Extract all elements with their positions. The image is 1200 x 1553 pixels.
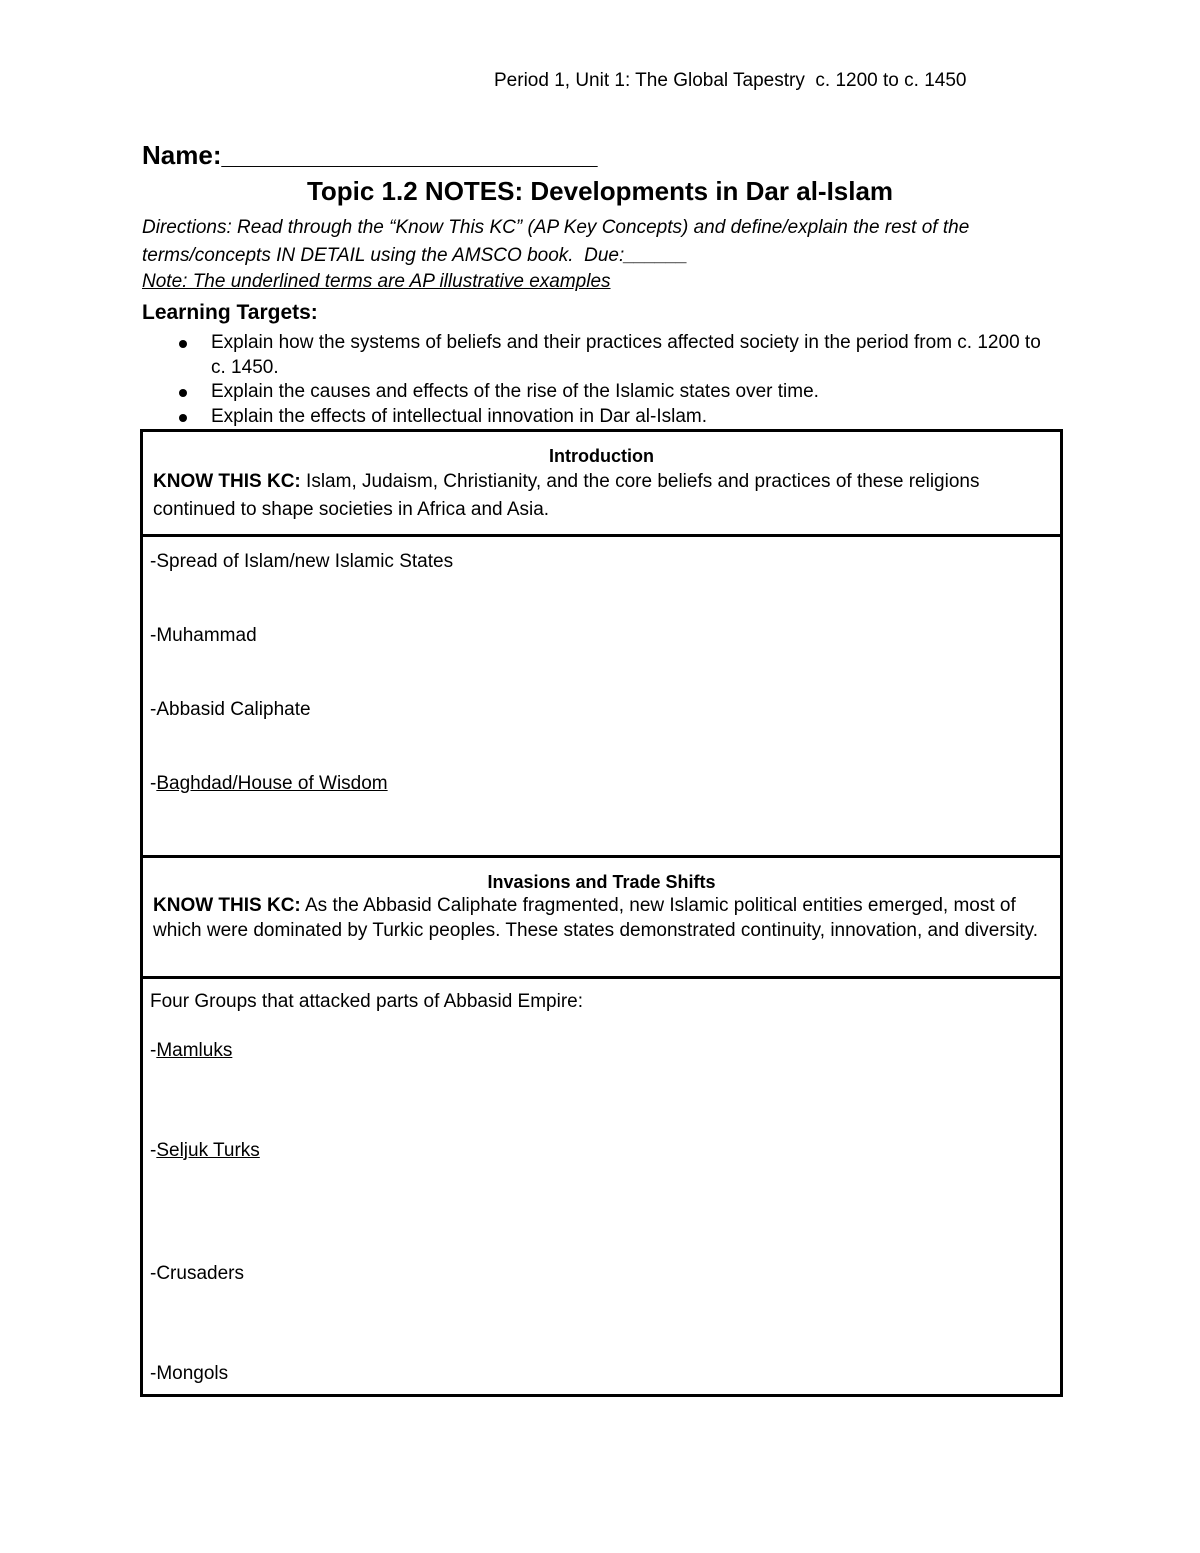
list-item: [142, 380, 1042, 405]
kc-label: KNOW THIS KC:: [153, 471, 301, 492]
kc-text: [143, 893, 1060, 943]
term-abbasid-caliphate: -Abbasid Caliphate: [150, 699, 311, 720]
term-seljuk-turks: -Seljuk Turks: [150, 1140, 260, 1161]
term-baghdad-house-of-wisdom: -Baghdad/House of Wisdom: [150, 773, 388, 794]
directions-text: Directions: Read through the “Know This KC” (AP Key Concepts) and define/explain the rest of the terms/concepts IN DETAIL using the AMSCO book. Due:______: [142, 217, 975, 266]
learning-targets-heading: Learning Targets:: [142, 301, 318, 324]
learning-targets-list: [142, 331, 1042, 429]
kc-text: [143, 468, 1060, 524]
invasions-kc-box: [140, 855, 1063, 979]
kc-label: KNOW THIS KC:: [153, 895, 301, 916]
term-crusaders: -Crusaders: [150, 1263, 244, 1284]
page-title: Topic 1.2 NOTES: Developments in Dar al-Islam: [306, 176, 894, 206]
term-spread-of-islam: -Spread of Islam/new Islamic States: [150, 551, 454, 572]
attack-groups-intro: Four Groups that attacked parts of Abbasid Empire:: [150, 991, 584, 1012]
section-heading: Invasions and Trade Shifts: [487, 872, 716, 892]
list-item: [142, 405, 1042, 430]
name-field-label: Name:__________________________: [142, 140, 598, 170]
introduction-terms-box: [140, 534, 1063, 858]
kc-body: Islam, Judaism, Christianity, and the core beliefs and practices of these religions continued to shape societies in Africa and Asia.: [153, 471, 980, 520]
term-muhammad: -Muhammad: [150, 625, 257, 646]
unit-header: Period 1, Unit 1: The Global Tapestry c. 1200 to c. 1450: [494, 70, 967, 91]
invasions-terms-box: [140, 976, 1063, 1397]
section-heading: Introduction: [549, 446, 654, 466]
kc-body: As the Abbasid Caliphate fragmented, new Islamic political entities emerged, most of which were dominated by Turkic peoples. These states demonstrated continuity, innovation, and diversity.: [153, 895, 1039, 941]
bullet-icon: [179, 340, 187, 348]
term-mongols: -Mongols: [150, 1363, 229, 1384]
term-mamluks: -Mamluks: [150, 1040, 233, 1061]
note-text: Note: The underlined terms are AP illustrative examples: [142, 271, 611, 292]
bullet-icon: [179, 414, 187, 422]
bullet-icon: [179, 389, 187, 397]
learning-target-text: Explain the effects of intellectual innovation in Dar al-Islam.: [211, 405, 708, 427]
list-item: [142, 331, 1042, 380]
introduction-kc-box: [140, 429, 1063, 537]
learning-target-text: Explain the causes and effects of the rise of the Islamic states over time.: [211, 381, 819, 402]
learning-target-text: Explain how the systems of beliefs and their practices affected society in the period from c. 1200 to c. 1450.: [211, 332, 1041, 378]
